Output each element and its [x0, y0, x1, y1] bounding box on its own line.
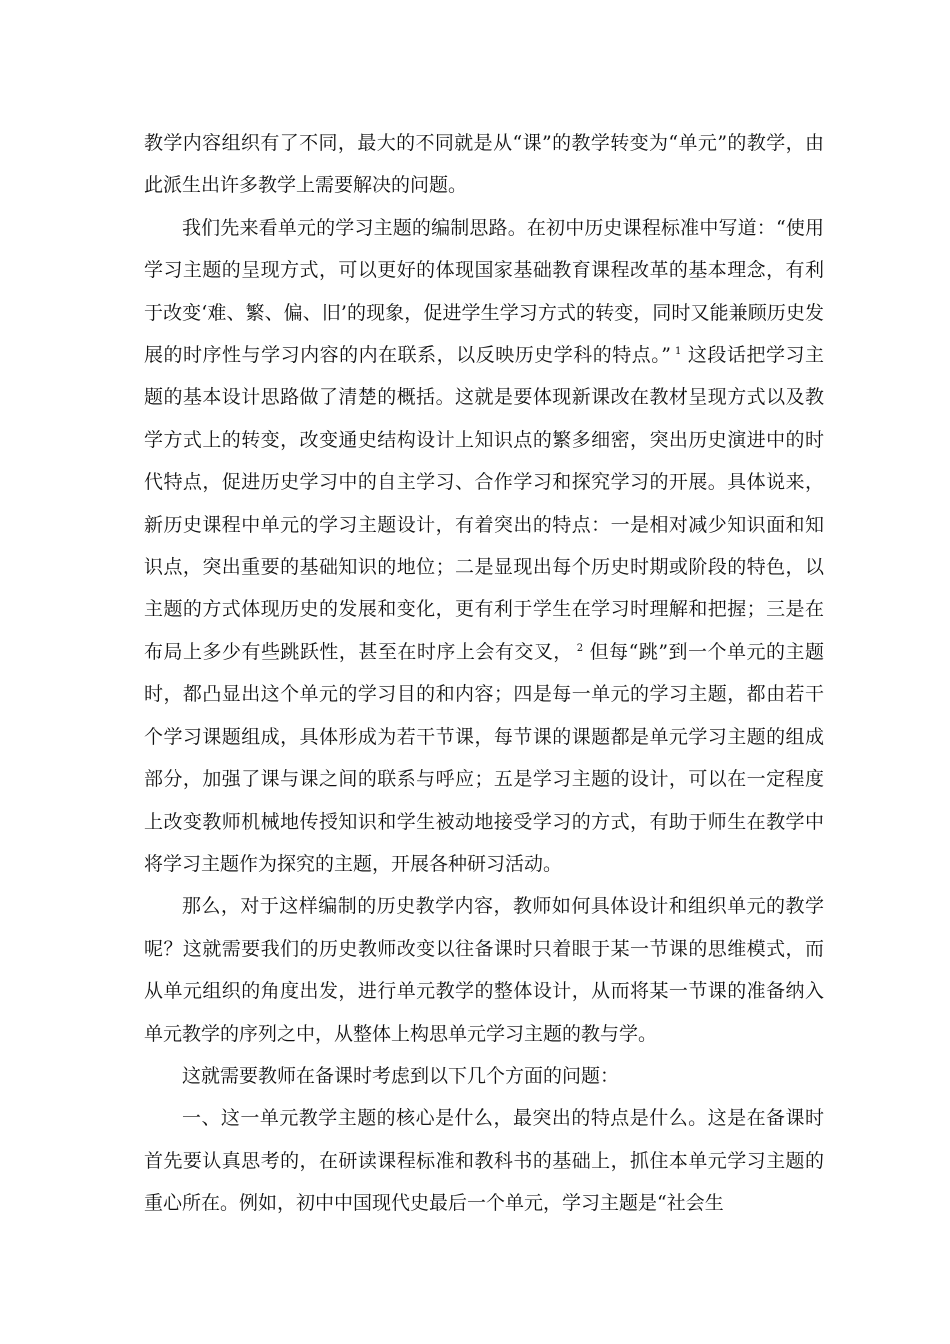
- paragraph-5: [144, 1097, 824, 1224]
- paragraph-4: [144, 1055, 824, 1097]
- footnote-marker: 2: [576, 642, 584, 654]
- paragraph-text: 一、这一单元教学主题的核心是什么，最突出的特点是什么。这是在备课时首先要认真思考的，在研读课程标准和教科书的基础上，抓住本单元学习主题的重心所在。例如，初中中国现代史最后一个单元，学习主题是“社会生: [144, 1107, 824, 1215]
- footnote-marker: 1: [675, 345, 682, 357]
- paragraph-text: 但每“跳”到一个单元的主题时，都凸显出这个单元的学习目的和内容；四是每一单元的学习主题，都由若干个学习课题组成，具体形成为若干节课，每节课的课题都是单元学习主题的组成部分，加强了课与课之间的联系与呼应；五是学习主题的设计，可以在一定程度上改变教师机械地传授知识和学生被动地接受学习的方式，有助于师生在教学中将学习主题作为探究的主题，开展各种研习活动。: [144, 640, 824, 875]
- paragraph-text: 那么，对于这样编制的历史教学内容，教师如何具体设计和组织单元的教学呢？这就需要我们的历史教师改变以往备课时只着眼于某一节课的思维模式，而从单元组织的角度出发，进行单元教学的整体设计，从而将某一节课的准备纳入单元教学的序列之中，从整体上构思单元学习主题的教与学。: [144, 895, 824, 1045]
- paragraph-1: [144, 122, 824, 207]
- paragraph-text: 这就需要教师在备课时考虑到以下几个方面的问题：: [182, 1064, 620, 1087]
- body-text: [144, 122, 824, 1225]
- paragraph-2: [144, 207, 824, 886]
- paragraph-text: 教学内容组织有了不同，最大的不同就是从“课”的教学转变为“单元”的教学，由此派生出许多教学上需要解决的问题。: [144, 132, 824, 197]
- paragraph-text: 这段话把学习主题的基本设计思路做了清楚的概括。这就是要体现新课改在教材呈现方式以及教学方式上的转变，改变通史结构设计上知识点的繁多细密，突出历史演进中的时代特点，促进历史学习中的自主学习、合作学习和探究学习的开展。具体说来，新历史课程中单元的学习主题设计，有着突出的特点：一是相对减少知识面和知识点，突出重要的基础知识的地位；二是显现出每个历史时期或阶段的特色，以主题的方式体现历史的发展和变化，更有利于学生在学习时理解和把握；三是在布局上多少有些跳跃性，甚至在时序上会有交叉，: [144, 344, 824, 663]
- paragraph-text: 我们先来看单元的学习主题的编制思路。在初中历史课程标准中写道：“使用学习主题的呈现方式，可以更好的体现国家基础教育课程改革的基本理念，有利于改变‘难、繁、偏、旧’的现象，促进学生学习方式的转变，同时又能兼顾历史发展的时序性与学习内容的内在联系，以反映历史学科的特点。”: [144, 216, 824, 367]
- paragraph-3: [144, 885, 824, 1055]
